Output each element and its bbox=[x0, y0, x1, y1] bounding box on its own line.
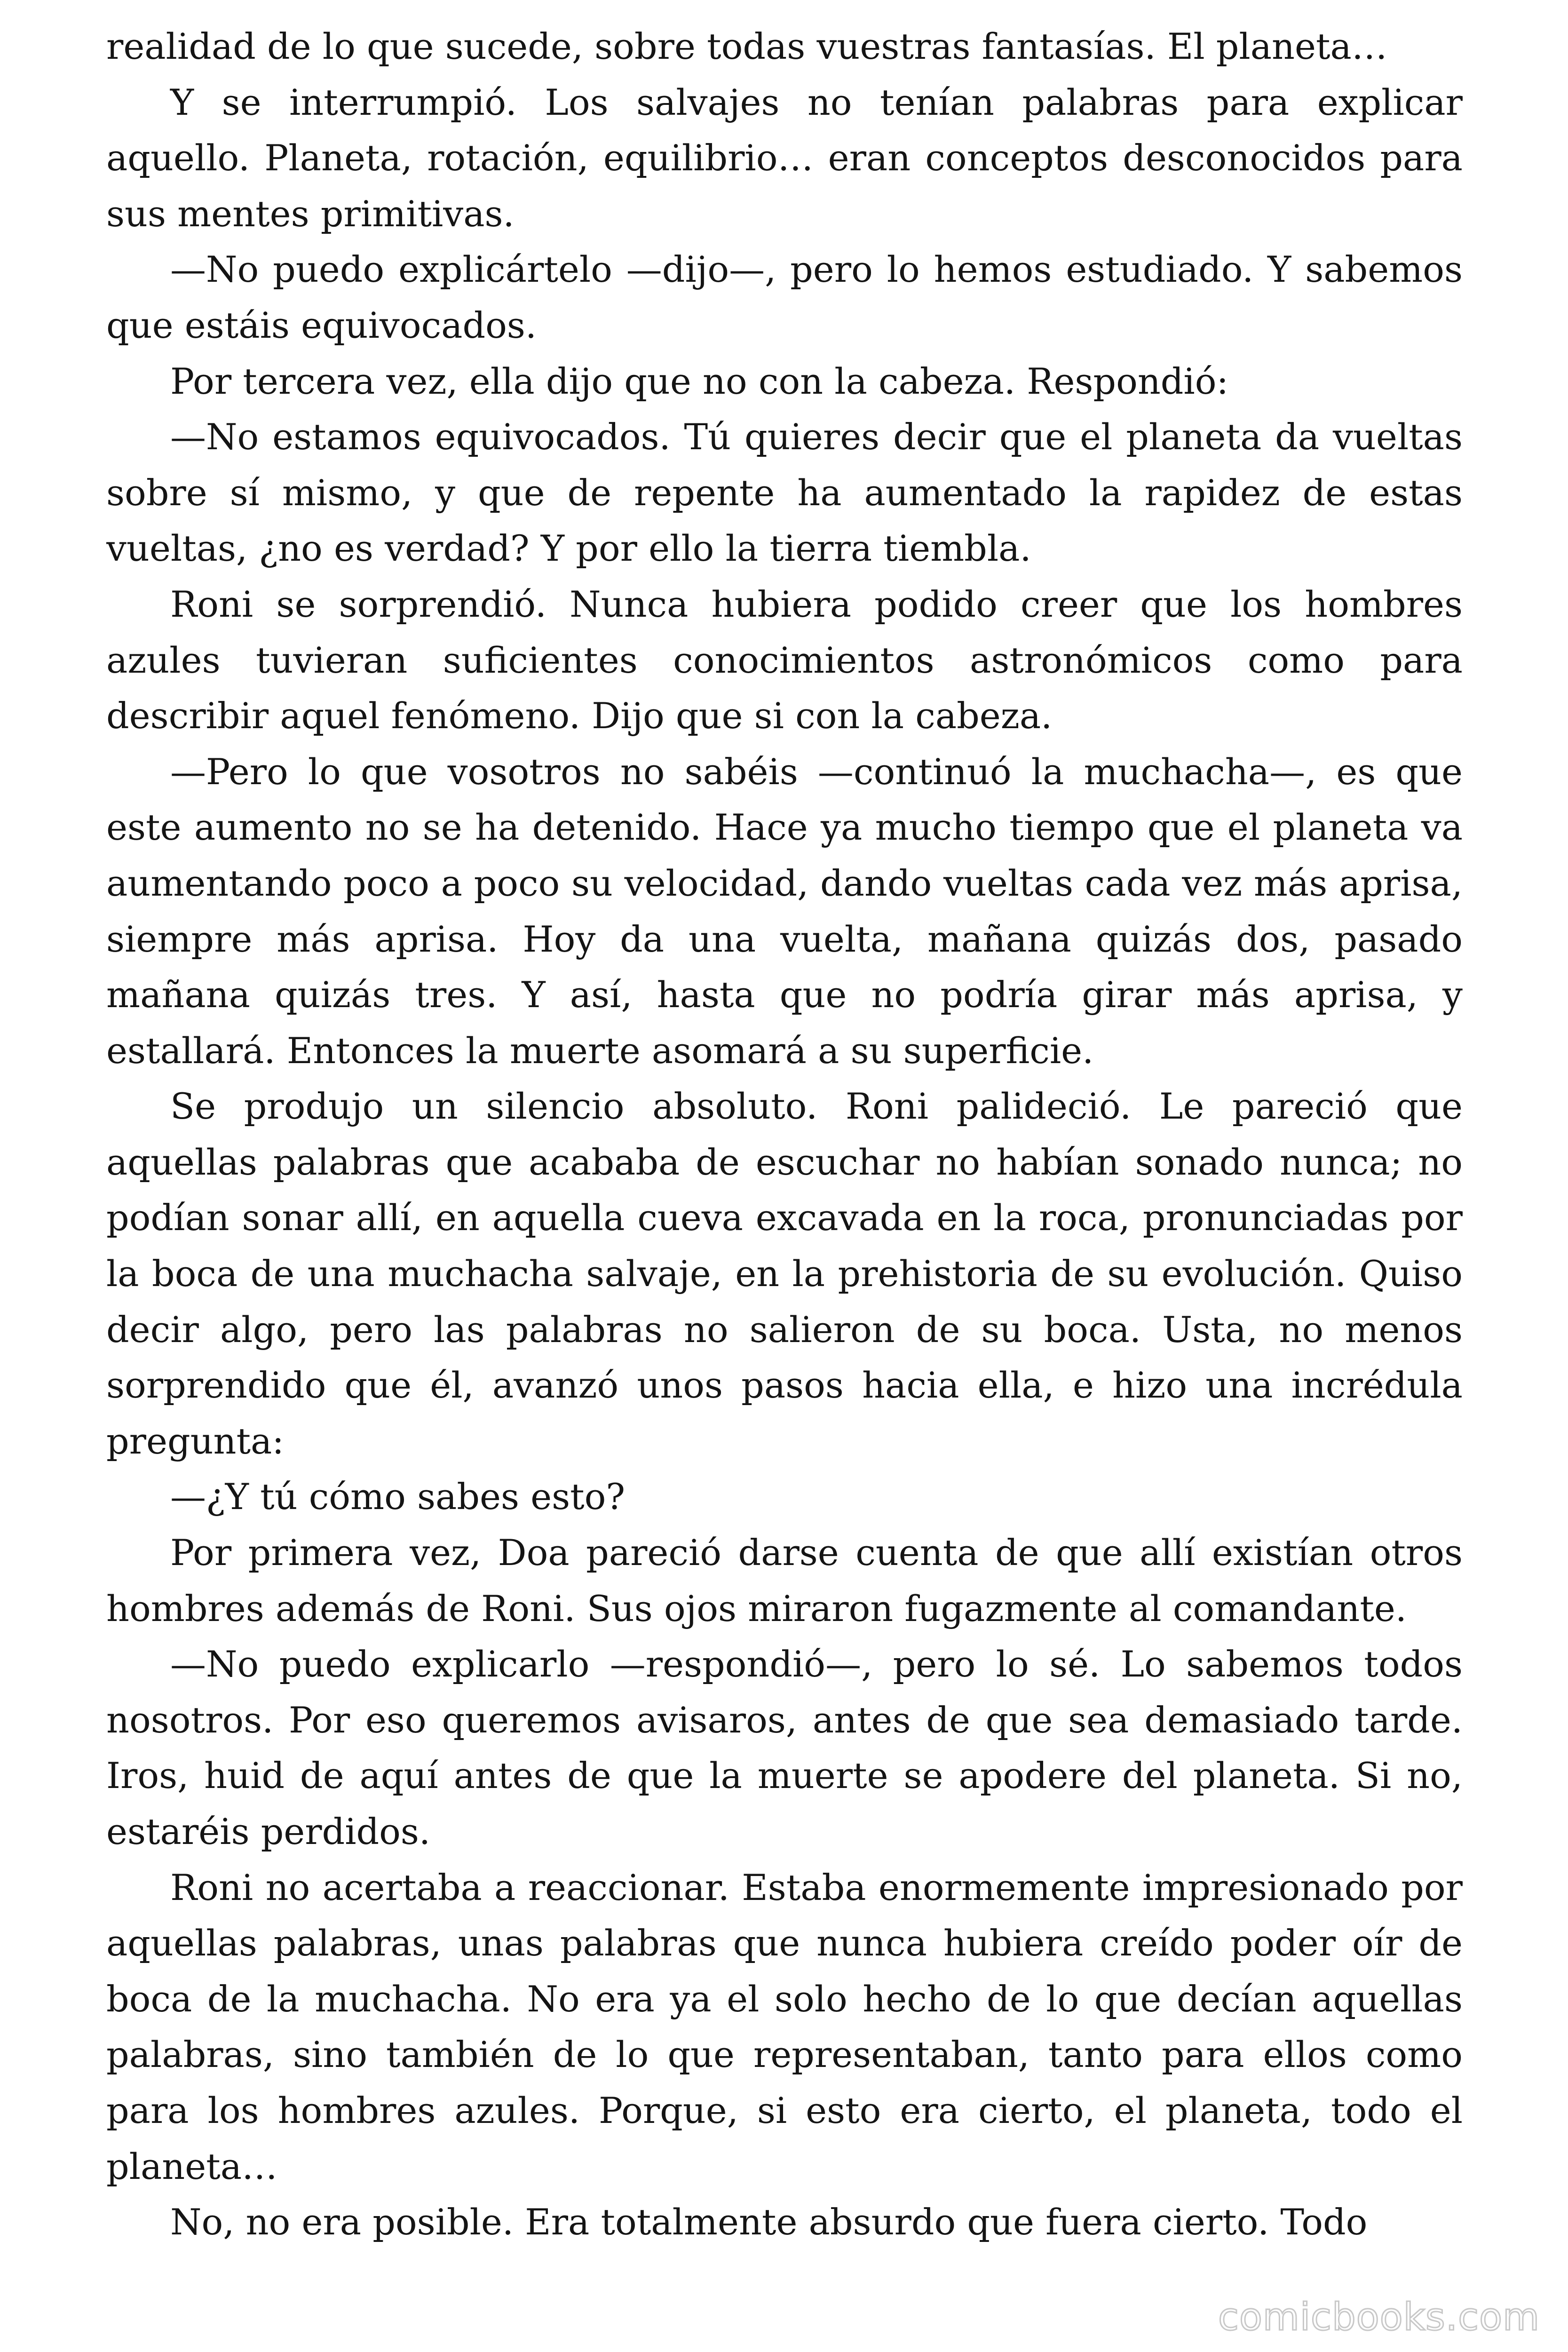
paragraph: Se produjo un silencio absoluto. Roni palideció. Le pareció que aquellas palabras que acababa de escuchar no habían sonado nunca; no podían sonar allí, en aquella cueva excavada en la roca, pronunciadas por la boca de una muchacha salvaje, en la prehistoria de su evolución. Quiso decir algo, pero las palabras no salieron de su boca. Usta, no menos sorprendido que él, avanzó unos pasos hacia ella, e hizo una incrédula pregunta: bbox=[106, 1085, 1463, 1462]
paragraph: Por primera vez, Doa pareció darse cuenta de que allí existían otros hombres además de Roni. Sus ojos miraron fugazmente al comandante. bbox=[106, 1532, 1463, 1629]
paragraph: Roni no acertaba a reaccionar. Estaba enormemente impresionado por aquellas palabras, unas palabras que nunca hubiera creído poder oír de boca de la muchacha. No era ya el solo hecho de lo que decían aquellas palabras, sino también de lo que representaban, tanto para ellos como para los hombres azules. Porque, si esto era cierto, el planeta, todo el planeta… bbox=[106, 1866, 1463, 2187]
paragraph: Y se interrumpió. Los salvajes no tenían palabras para explicar aquello. Planeta, rotación, equilibrio… eran conceptos desconocidos para sus mentes primitivas. bbox=[106, 81, 1463, 235]
paragraph-dialogue: —Pero lo que vosotros no sabéis —continuó la muchacha—, es que este aumento no se ha detenido. Hace ya mucho tiempo que el planeta va aumentando poco a poco su velocidad, dando vueltas cada vez más aprisa, siempre más aprisa. Hoy da una vuelta, mañana quizás dos, pasado mañana quizás tres. Y así, hasta que no podría girar más aprisa, y estallará. Entonces la muerte asomará a su superficie. bbox=[106, 750, 1463, 1072]
paragraph: Por tercera vez, ella dijo que no con la cabeza. Respondió: bbox=[170, 360, 1229, 402]
paragraph-dialogue: —No estamos equivocados. Tú quieres decir que el planeta da vueltas sobre sí mismo, y que de repente ha aumentado la rapidez de estas vueltas, ¿no es verdad? Y por ello la tierra tiembla. bbox=[106, 416, 1463, 570]
paragraph: Roni se sorprendió. Nunca hubiera podido creer que los hombres azules tuvieran suficientes conocimientos astronómicos como para describir aquel fenómeno. Dijo que si con la cabeza. bbox=[106, 583, 1463, 737]
paragraph-dialogue: —¿Y tú cómo sabes esto? bbox=[170, 1476, 626, 1518]
paragraph-dialogue: —No puedo explicártelo —dijo—, pero lo hemos estudiado. Y sabemos que estáis equivocados. bbox=[106, 248, 1463, 346]
paragraph-dialogue: —No puedo explicarlo —respondió—, pero lo sé. Lo sabemos todos nosotros. Por eso queremos avisaros, antes de que sea demasiado tarde. Iros, huid de aquí antes de que la muerte se apodere del planeta. Si no, estaréis perdidos. bbox=[106, 1643, 1463, 1852]
book-page bbox=[106, 19, 1463, 2333]
watermark: comicbooks.com bbox=[1218, 2295, 1540, 2339]
paragraph: No, no era posible. Era totalmente absurdo que fuera cierto. Todo bbox=[170, 2201, 1368, 2243]
paragraph-continuation: realidad de lo que sucede, sobre todas vuestras fantasías. El planeta… bbox=[106, 25, 1387, 67]
